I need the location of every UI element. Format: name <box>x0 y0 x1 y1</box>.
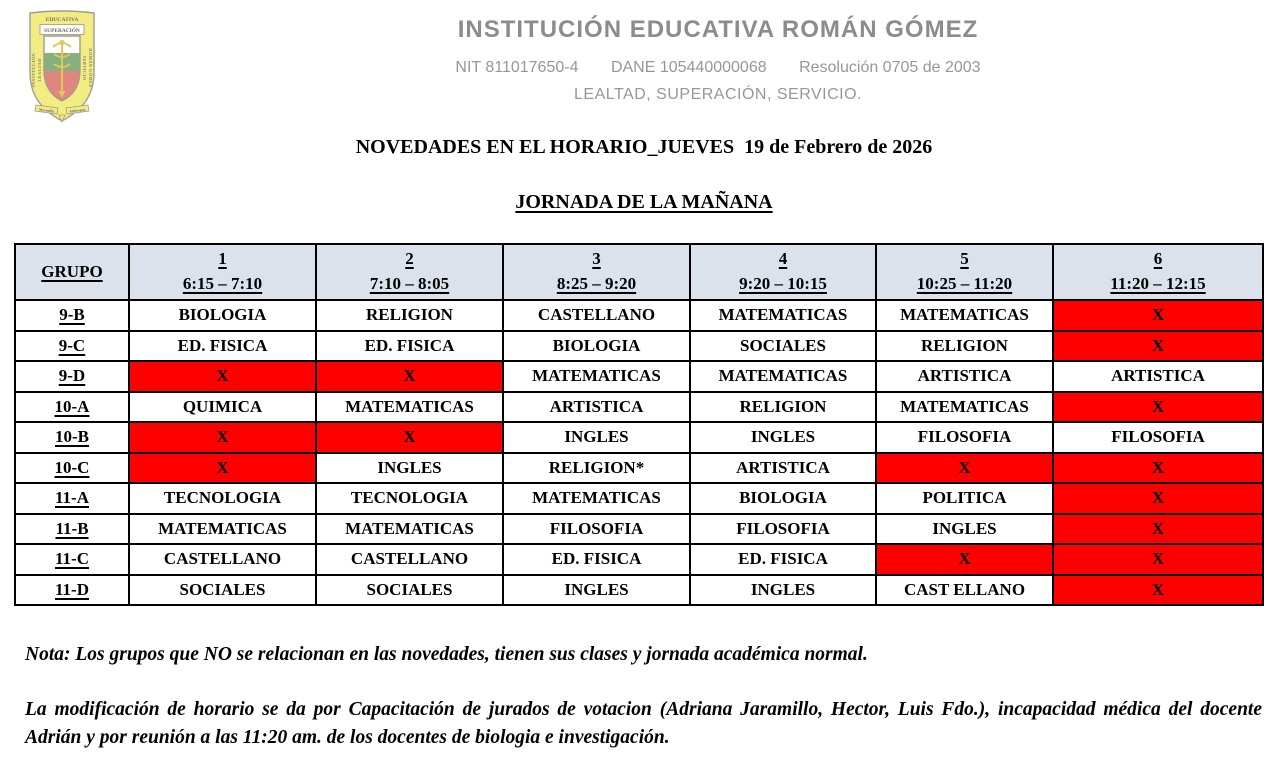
group-header-label: GRUPO <box>41 262 103 281</box>
group-label: 11-D <box>55 579 89 599</box>
group-cell <box>15 392 129 423</box>
table-row <box>15 453 1263 484</box>
table-row <box>15 544 1263 575</box>
cancelled-cell: X <box>1053 514 1263 545</box>
crest-text-lealtad: LEALTAD <box>37 58 42 82</box>
group-cell <box>15 514 129 545</box>
subject-cell: POLITICA <box>876 483 1053 514</box>
crest-text-superacion: SUPERACIÓN <box>44 28 80 34</box>
subject-cell: BIOLOGIA <box>129 300 316 331</box>
document-subtitle: JORNADA DE LA MAÑANA <box>515 191 773 213</box>
subject-cell: INGLES <box>503 422 690 453</box>
period-time: 10:25 – 11:20 <box>916 274 1013 293</box>
group-cell <box>15 575 129 606</box>
subject-cell: RELIGION* <box>503 453 690 484</box>
period-time: 6:15 – 7:10 <box>182 274 263 293</box>
group-cell <box>15 453 129 484</box>
period-number: 5 <box>960 249 969 269</box>
period-number: 1 <box>218 249 227 269</box>
school-dane: DANE 105440000068 <box>610 59 767 76</box>
crest-text-educativa: EDUCATIVA <box>45 17 79 23</box>
table-row <box>15 392 1263 423</box>
group-column-header <box>15 244 129 300</box>
school-resolution: Resolución 0705 de 2003 <box>799 59 981 76</box>
subject-cell: CASTELLANO <box>129 544 316 575</box>
subject-cell: FILOSOFIA <box>1053 422 1263 453</box>
table-row <box>15 483 1263 514</box>
table-row <box>15 361 1263 392</box>
subject-cell: FILOSOFIA <box>690 514 876 545</box>
subject-cell: INGLES <box>690 575 876 606</box>
subject-cell: CASTELLANO <box>316 544 503 575</box>
group-label: 10-B <box>55 427 89 447</box>
period-number: 6 <box>1153 249 1163 269</box>
group-cell <box>15 422 129 453</box>
subject-cell: RELIGION <box>316 300 503 331</box>
subject-cell: INGLES <box>503 575 690 606</box>
group-cell <box>15 361 129 392</box>
period-header-6 <box>1053 244 1263 300</box>
subject-cell: SOCIALES <box>129 575 316 606</box>
subject-cell: FILOSOFIA <box>503 514 690 545</box>
period-header-1 <box>129 244 316 300</box>
group-label: 9-D <box>58 366 86 386</box>
note-modification-reason: La modificación de horario se da por Capacitación de jurados de votacion (Adriana Jaramillo, Hector, Luis Fdo.), incapacidad médica del docente Adrián y por reunión a las 11:20 am. de los docentes de biologia e investigación. <box>25 699 1262 749</box>
cancelled-cell: X <box>316 361 503 392</box>
period-time: 11:20 – 12:15 <box>1110 274 1206 293</box>
subject-cell: CAST ELLANO <box>876 575 1053 606</box>
subject-cell: BIOLOGIA <box>503 331 690 362</box>
subject-cell: MATEMATICAS <box>876 300 1053 331</box>
cancelled-cell: X <box>1053 575 1263 606</box>
period-header-2 <box>316 244 503 300</box>
group-label: 9-B <box>59 305 85 325</box>
crest-text-roman-gomez: ROMÁN GÓMEZ <box>88 48 93 88</box>
cancelled-cell: X <box>129 361 316 392</box>
subject-cell: INGLES <box>316 453 503 484</box>
period-header-5 <box>876 244 1053 300</box>
cancelled-cell: X <box>1053 331 1263 362</box>
period-number: 4 <box>778 249 788 269</box>
subject-cell: MATEMATICAS <box>129 514 316 545</box>
schedule-table-body <box>15 300 1263 605</box>
subject-cell: MATEMATICAS <box>503 483 690 514</box>
subject-cell: ED. FISICA <box>129 331 316 362</box>
schedule-table <box>14 243 1264 606</box>
subject-cell: ED. FISICA <box>316 331 503 362</box>
subject-cell: MATEMATICAS <box>690 361 876 392</box>
subject-cell: TECNOLOGIA <box>129 483 316 514</box>
cancelled-cell: X <box>1053 453 1263 484</box>
table-row <box>15 422 1263 453</box>
subject-cell: ARTISTICA <box>503 392 690 423</box>
cancelled-cell: X <box>1053 544 1263 575</box>
crest-text-marinilla: Marinilla <box>38 107 55 114</box>
subject-cell: MATEMATICAS <box>316 514 503 545</box>
group-cell <box>15 544 129 575</box>
group-label: 11-A <box>55 488 89 508</box>
subject-cell: MATEMATICAS <box>316 392 503 423</box>
subject-cell: ARTISTICA <box>876 361 1053 392</box>
subject-cell: INGLES <box>876 514 1053 545</box>
table-row <box>15 300 1263 331</box>
subject-cell: ED. FISICA <box>690 544 876 575</box>
document-title: NOVEDADES EN EL HORARIO_JUEVES 19 de Febrero de 2026 <box>355 136 933 158</box>
subject-cell: ED. FISICA <box>503 544 690 575</box>
period-time: 8:25 – 9:20 <box>556 274 637 293</box>
period-number: 3 <box>592 249 601 269</box>
period-header-4 <box>690 244 876 300</box>
table-row <box>15 514 1263 545</box>
subject-cell: MATEMATICAS <box>690 300 876 331</box>
group-cell <box>15 483 129 514</box>
registration-line <box>160 59 1276 77</box>
cancelled-cell: X <box>129 422 316 453</box>
subject-cell: ARTISTICA <box>1053 361 1263 392</box>
school-crest-logo <box>24 8 100 124</box>
crest-text-servicio: SERVICIO <box>82 55 87 81</box>
school-name: INSTITUCIÓN EDUCATIVA ROMÁN GÓMEZ <box>457 16 979 43</box>
group-label: 10-A <box>54 396 90 416</box>
period-header-3 <box>503 244 690 300</box>
period-time: 7:10 – 8:05 <box>369 274 450 293</box>
group-cell <box>15 331 129 362</box>
subject-cell: MATEMATICAS <box>503 361 690 392</box>
crest-text-institucion: INSTITUCIÓN <box>31 53 36 87</box>
group-label: 9-C <box>58 335 86 355</box>
note-normal-schedule: Nota: Los grupos que NO se relacionan en las novedades, tienen sus clases y jornada académica normal. <box>25 644 868 665</box>
subject-cell: CASTELLANO <box>503 300 690 331</box>
cancelled-cell: X <box>876 544 1053 575</box>
subject-cell: INGLES <box>690 422 876 453</box>
schedule-table-head-row <box>15 244 1263 300</box>
subject-cell: TECNOLOGIA <box>316 483 503 514</box>
school-motto: LEALTAD, SUPERACIÓN, SERVICIO. <box>574 86 862 103</box>
group-label: 11-C <box>55 549 89 569</box>
crest-text-antioquia: Antioquia <box>69 107 86 114</box>
subject-cell: MATEMATICAS <box>876 392 1053 423</box>
school-nit: NIT 811017650-4 <box>455 59 579 76</box>
letterhead <box>160 16 1276 104</box>
subject-cell: SOCIALES <box>316 575 503 606</box>
subject-cell: SOCIALES <box>690 331 876 362</box>
group-label: 10-C <box>54 457 90 477</box>
period-time: 9:20 – 10:15 <box>739 274 827 293</box>
cancelled-cell: X <box>1053 300 1263 331</box>
cancelled-cell: X <box>129 453 316 484</box>
subject-cell: QUIMICA <box>129 392 316 423</box>
cancelled-cell: X <box>876 453 1053 484</box>
cancelled-cell: X <box>1053 392 1263 423</box>
subject-cell: RELIGION <box>690 392 876 423</box>
subject-cell: FILOSOFIA <box>876 422 1053 453</box>
subject-cell: BIOLOGIA <box>690 483 876 514</box>
group-cell <box>15 300 129 331</box>
period-number: 2 <box>405 249 414 269</box>
cancelled-cell: X <box>316 422 503 453</box>
table-row <box>15 331 1263 362</box>
subject-cell: RELIGION <box>876 331 1053 362</box>
cancelled-cell: X <box>1053 483 1263 514</box>
table-row <box>15 575 1263 606</box>
group-label: 11-B <box>55 518 89 538</box>
subject-cell: ARTISTICA <box>690 453 876 484</box>
